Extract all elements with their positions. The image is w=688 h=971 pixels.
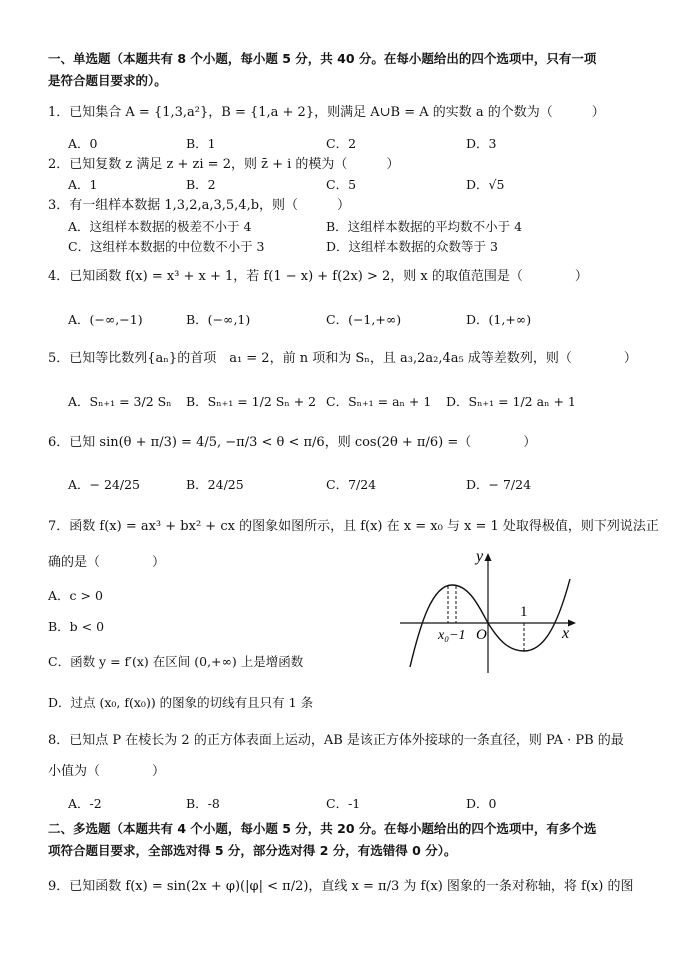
section-2-header-line-2: 项符合题目要求，全部选对得 5 分，部分选对得 2 分，有选错得 0 分）。 [48,843,457,858]
tick-label-1: 1 [520,604,528,620]
q2-option-b: B．2 [186,177,216,192]
tick-label-x0: x₀−1 [438,628,466,643]
q5-option-d: D．Sₙ₊₁ = 1/2 aₙ + 1 [446,394,576,409]
q3-option-c: C．这组样本数据的中位数不小于 3 [68,239,265,254]
q5-option-c: C．Sₙ₊₁ = aₙ + 1 [326,394,432,409]
q6-option-a: A．− 24/25 [68,477,140,492]
function-graph [396,545,580,677]
q7-option-c: C．函数 y = f′(x) 在区间 (0,+∞) 上是增函数 [48,654,304,669]
q1-option-d: D．3 [466,136,497,151]
q4-option-a: A．(−∞,−1) [68,312,143,327]
question-5-stem: 5．已知等比数列{aₙ}的首项 a₁ = 2，前 n 项和为 Sₙ，且 a₃,2a₂,4a₅ 成等差数列，则（ ） [48,351,637,366]
q1-option-a: A．0 [68,136,98,151]
question-7-stem-line-2: 确的是（ ） [48,555,166,570]
q4-option-d: D．(1,+∞) [466,312,532,327]
question-8-stem-line-2: 小值为（ ） [48,764,166,779]
q4-option-b: B．(−∞,1) [186,312,251,327]
origin-label: O [476,627,487,643]
x-axis-label: x [562,625,570,642]
q5-option-a: A．Sₙ₊₁ = 3/2 Sₙ [68,394,172,409]
question-3-stem: 3．有一组样本数据 1,3,2,a,3,5,4,b，则（ ） [48,198,351,213]
q6-option-c: C．7/24 [326,477,377,492]
q6-option-d: D．− 7/24 [466,477,532,492]
y-axis-arrow [485,553,492,561]
q6-option-b: B．24/25 [186,477,244,492]
q1-option-b: B．1 [186,136,216,151]
q8-option-d: D．0 [466,796,497,811]
q8-option-b: B．-8 [186,796,220,811]
section-1-header-line-2: 是符合题目要求的）。 [48,73,167,88]
question-7-stem-line-1: 7．函数 f(x) = ax³ + bx² + cx 的图象如图所示，且 f(x) 在 x = x₀ 与 x = 1 处取得极值，则下列说法正 [48,519,659,534]
q2-option-a: A．1 [68,177,98,192]
q3-option-b: B．这组样本数据的平均数不小于 4 [326,219,523,234]
q7-option-d: D．过点 (x₀, f(x₀)) 的图象的切线有且只有 1 条 [48,695,314,710]
q7-option-b: B．b < 0 [48,619,105,634]
q4-option-c: C．(−1,+∞) [326,312,402,327]
x-axis-arrow [568,620,576,627]
question-6-stem: 6．已知 sin(θ + π/3) = 4/5, −π/3 < θ < π/6，则 cos(2θ + π/6) =（ ） [48,435,537,450]
q5-option-b: B．Sₙ₊₁ = 1/2 Sₙ + 2 [186,394,317,409]
q3-option-d: D．这组样本数据的众数等于 3 [326,239,498,254]
question-4-stem: 4．已知函数 f(x) = x³ + x + 1，若 f(1 − x) + f(2x) > 2，则 x 的取值范围是（ ） [48,269,588,284]
q7-option-a: A．c > 0 [48,588,103,603]
q1-option-c: C．2 [326,136,357,151]
section-2-header-line-1: 二、多选题（本题共有 4 个小题，每小题 5 分，共 20 分。在每小题给出的四个选项中，有多个选 [48,821,597,836]
q2-option-d: D．√5 [466,177,505,192]
y-axis-label: y [476,548,484,565]
question-9-stem: 9．已知函数 f(x) = sin(2x + φ)(|φ| < π/2)，直线 x = π/3 为 f(x) 图象的一条对称轴，将 f(x) 的图 [48,879,634,894]
q3-option-a: A．这组样本数据的极差不小于 4 [68,219,252,234]
question-1-stem: 1．已知集合 A = {1,3,a²}，B = {1,a + 2}，则满足 A∪B = A 的实数 a 的个数为（ ） [48,105,605,120]
q2-option-c: C．5 [326,177,357,192]
section-1-header-line-1: 一、单选题（本题共有 8 个小题，每小题 5 分，共 40 分。在每小题给出的四个选项中，只有一项 [48,51,597,66]
question-2-stem: 2．已知复数 z 满足 z + zi = 2，则 z̄ + i 的模为（ ） [48,157,400,172]
question-8-stem-line-1: 8．已知点 P 在棱长为 2 的正方体表面上运动，AB 是该正方体外接球的一条直径，则 PA · PB 的最 [48,733,624,748]
q8-option-c: C．-1 [326,796,361,811]
q8-option-a: A．-2 [68,796,102,811]
